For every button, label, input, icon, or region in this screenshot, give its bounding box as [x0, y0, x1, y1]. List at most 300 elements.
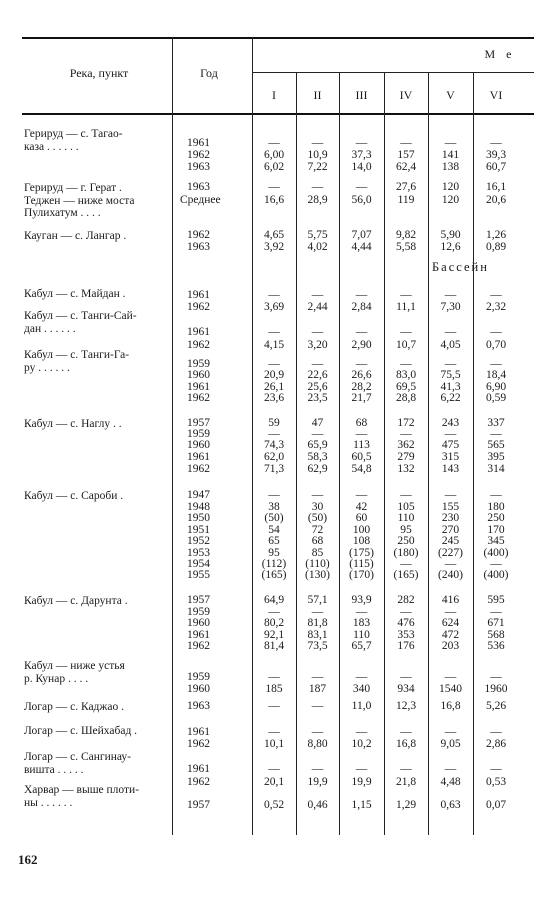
- value-cell-month-3: (170): [349, 569, 374, 581]
- value-cell-month-2: —: [311, 726, 324, 738]
- value-cell-month-2: 73,5: [307, 640, 328, 652]
- value-cell-month-6: 568: [487, 628, 505, 641]
- value-cell-month-1: —: [268, 726, 280, 738]
- value-cell-month-4: (165): [393, 569, 419, 581]
- year-cell: 1961: [187, 137, 210, 149]
- value-cell-month-5: 5,90: [440, 229, 461, 241]
- value-cell-month-2: 4,02: [307, 240, 328, 253]
- value-cell-month-2: 5,75: [307, 229, 328, 241]
- value-cell-month-2: 72: [311, 523, 324, 536]
- year-cell: 1962: [187, 392, 210, 404]
- value-cell-month-5: 270: [441, 523, 460, 536]
- value-cell-month-1: 4,65: [263, 229, 285, 241]
- value-cell-month-1: 4,15: [263, 338, 285, 351]
- value-cell-month-4: 21,8: [395, 775, 417, 788]
- value-cell-month-5: 624: [441, 617, 460, 629]
- value-cell-month-4: 172: [397, 417, 415, 429]
- value-cell-month-3: 42: [355, 500, 368, 513]
- river-point-label: Логар — с. Каджао .: [24, 701, 124, 713]
- year-cell: 1952: [187, 535, 210, 547]
- value-cell-month-4: 250: [397, 535, 415, 547]
- header-month-2: II: [313, 88, 322, 102]
- value-cell-month-4: 28,8: [395, 392, 417, 404]
- value-cell-month-2: 187: [308, 683, 327, 695]
- value-cell-month-6: 536: [487, 640, 505, 652]
- header-month-3: III: [355, 88, 368, 102]
- river-point-label: Кабул — с. Сароби .: [24, 490, 124, 502]
- value-cell-month-1: —: [268, 326, 280, 338]
- value-cell-month-3: 340: [352, 683, 371, 695]
- value-cell-month-1: 65: [268, 535, 280, 547]
- value-cell-month-5: 16,8: [440, 700, 461, 712]
- value-cell-month-4: 282: [397, 594, 415, 606]
- river-point-label: Кауган — с. Лангар .: [24, 230, 127, 242]
- value-cell-month-3: (175): [349, 546, 374, 559]
- value-cell-month-5: 138: [441, 160, 460, 173]
- year-cell: 1959: [187, 671, 210, 683]
- value-cell-month-3: 68: [355, 417, 368, 429]
- value-cell-month-2: 58,3: [307, 451, 328, 463]
- value-cell-month-5: 416: [441, 594, 460, 606]
- value-cell-month-2: —: [311, 671, 324, 683]
- river-point-label: Пулихатум . . . .: [24, 207, 101, 219]
- value-cell-month-6: 6,90: [485, 380, 507, 393]
- value-cell-month-1: 6,00: [263, 149, 285, 161]
- value-cell-month-4: 12,3: [395, 700, 417, 712]
- year-cell: 1961: [187, 726, 210, 738]
- value-cell-month-3: 2,90: [351, 338, 372, 351]
- value-cell-month-5: 12,6: [440, 240, 461, 253]
- header-river-point: Река, пункт: [69, 66, 129, 80]
- value-cell-month-5: 4,05: [440, 338, 461, 351]
- value-cell-month-1: 71,3: [263, 462, 285, 475]
- value-cell-month-6: 39,3: [485, 149, 507, 161]
- year-cell: 1963: [187, 240, 210, 253]
- value-cell-month-1: 92,1: [263, 628, 285, 641]
- value-cell-month-3: 10,2: [351, 737, 372, 750]
- value-cell-month-6: 337: [487, 417, 505, 429]
- year-cell: 1959: [187, 605, 210, 618]
- value-cell-month-3: (115): [349, 557, 374, 570]
- value-cell-month-3: —: [355, 428, 368, 440]
- value-cell-month-4: 279: [397, 451, 415, 463]
- value-cell-month-5: —: [444, 557, 457, 570]
- value-cell-month-4: —: [400, 557, 412, 570]
- value-cell-month-1: 95: [268, 546, 280, 559]
- value-cell-month-4: 10,7: [395, 338, 417, 351]
- value-cell-month-3: 28,2: [351, 380, 372, 393]
- value-cell-month-1: 74,3: [263, 439, 285, 451]
- value-cell-month-1: —: [268, 137, 280, 149]
- value-cell-month-5: 315: [441, 451, 460, 463]
- value-cell-month-3: 110: [353, 628, 370, 641]
- value-cell-month-4: —: [400, 605, 412, 618]
- value-cell-month-5: 475: [441, 439, 460, 451]
- header-month-6: VI: [489, 88, 503, 102]
- value-cell-month-4: —: [400, 326, 412, 338]
- value-cell-month-2: —: [311, 289, 324, 301]
- header-month-1: I: [272, 88, 276, 102]
- value-cell-month-3: 56,0: [351, 193, 372, 206]
- value-cell-month-6: —: [490, 428, 502, 440]
- year-cell: 1963: [187, 700, 210, 712]
- value-cell-month-1: 62,0: [263, 451, 285, 463]
- value-cell-month-4: 69,5: [395, 380, 417, 393]
- value-cell-month-6: 1,26: [485, 229, 507, 241]
- value-cell-month-6: —: [490, 358, 502, 370]
- value-cell-month-3: 37,3: [351, 149, 372, 161]
- header-year: Год: [200, 66, 218, 80]
- value-cell-month-3: 4,44: [351, 240, 372, 253]
- months-subheader-rule: [252, 72, 534, 73]
- year-cell: 1953: [187, 546, 210, 559]
- year-cell: 1959: [187, 428, 210, 440]
- value-cell-month-2: 68: [311, 535, 324, 547]
- value-cell-month-5: 0,63: [440, 799, 461, 811]
- value-cell-month-6: —: [490, 557, 502, 570]
- year-cell: 1957: [187, 799, 210, 811]
- value-cell-month-6: —: [490, 605, 502, 618]
- value-cell-month-1: 20,1: [263, 775, 285, 788]
- year-cell: 1960: [187, 369, 210, 381]
- value-cell-month-4: 476: [397, 617, 415, 629]
- value-cell-month-6: 5,26: [485, 700, 507, 712]
- river-point-label: Харвар — выше плоти-: [24, 784, 140, 796]
- value-cell-month-3: 60,5: [351, 451, 372, 463]
- value-cell-month-6: 0,70: [485, 338, 507, 351]
- value-cell-month-6: 0,07: [485, 799, 507, 811]
- value-cell-month-1: —: [268, 289, 280, 301]
- value-cell-month-6: —: [490, 763, 502, 775]
- value-cell-month-6: 0,59: [485, 392, 507, 404]
- value-cell-month-5: —: [444, 671, 457, 683]
- value-cell-month-1: 81,4: [263, 640, 285, 652]
- value-cell-month-1: 54: [268, 523, 280, 536]
- value-cell-month-2: 85: [311, 546, 324, 559]
- value-cell-month-3: 26,6: [351, 369, 372, 381]
- value-cell-month-5: 120: [441, 181, 460, 193]
- value-cell-month-5: 230: [441, 512, 460, 524]
- value-cell-month-5: (240): [438, 569, 463, 581]
- value-cell-month-3: —: [355, 326, 368, 338]
- value-cell-month-1: —: [268, 671, 280, 683]
- value-cell-month-1: 185: [265, 683, 283, 695]
- year-cell: 1962: [187, 229, 210, 241]
- value-cell-month-1: 10,1: [263, 737, 285, 750]
- value-cell-month-1: —: [268, 700, 280, 712]
- value-cell-month-3: —: [355, 763, 368, 775]
- value-cell-month-2: (130): [305, 569, 330, 581]
- page-number: 162: [18, 852, 38, 867]
- value-cell-month-5: 1540: [439, 683, 462, 695]
- value-cell-month-6: 1960: [484, 683, 508, 695]
- value-cell-month-2: —: [311, 763, 324, 775]
- river-point-label: Логар — с. Шейхабад .: [24, 725, 138, 737]
- value-cell-month-6: 345: [487, 535, 505, 547]
- year-cell: 1961: [187, 628, 210, 641]
- value-cell-month-1: (112): [261, 557, 287, 570]
- value-cell-month-4: 157: [397, 149, 415, 161]
- year-cell: 1961: [187, 380, 210, 393]
- value-cell-month-3: 113: [353, 439, 370, 451]
- value-cell-month-3: 60: [355, 512, 368, 524]
- value-cell-month-3: —: [355, 489, 368, 501]
- value-cell-month-1: —: [268, 428, 280, 440]
- year-cell: 1951: [187, 523, 210, 536]
- river-point-label: Герируд — г. Герат .: [24, 182, 122, 194]
- value-cell-month-5: (227): [438, 546, 463, 559]
- value-cell-month-4: —: [400, 289, 412, 301]
- value-cell-month-1: 23,6: [263, 392, 285, 404]
- value-cell-month-1: 0,52: [263, 799, 285, 811]
- year-cell: Среднее: [180, 193, 221, 206]
- value-cell-month-1: —: [268, 181, 280, 193]
- value-cell-month-3: —: [355, 181, 368, 193]
- river-point-label: Кабул — ниже устья: [24, 660, 125, 672]
- value-cell-month-5: 203: [441, 640, 460, 652]
- col-divider-m6: [473, 72, 474, 835]
- value-cell-month-4: 353: [397, 628, 415, 641]
- value-cell-month-1: 3,69: [263, 300, 285, 313]
- value-cell-month-3: —: [355, 726, 368, 738]
- value-cell-month-3: 7,07: [351, 229, 372, 241]
- value-cell-month-6: (400): [483, 569, 509, 581]
- value-cell-month-2: 83,1: [307, 628, 328, 641]
- value-cell-month-1: 20,9: [263, 369, 285, 381]
- value-cell-month-1: (50): [264, 512, 284, 524]
- value-cell-month-6: 2,32: [485, 300, 507, 313]
- river-point-label: Кабул — с. Танги-Га-: [24, 349, 130, 361]
- value-cell-month-4: 132: [397, 462, 415, 475]
- value-cell-month-5: —: [444, 726, 457, 738]
- value-cell-month-6: —: [490, 137, 502, 149]
- year-cell: 1961: [187, 763, 210, 775]
- value-cell-month-4: 83,0: [395, 369, 417, 381]
- year-cell: 1961: [187, 451, 210, 463]
- value-cell-month-3: 19,9: [351, 775, 372, 788]
- value-cell-month-5: 243: [441, 417, 460, 429]
- year-cell: 1962: [187, 300, 210, 313]
- value-cell-month-5: —: [444, 289, 457, 301]
- col-divider-year: [172, 37, 173, 835]
- value-cell-month-5: 245: [441, 535, 460, 547]
- value-cell-month-2: 7,22: [307, 160, 328, 173]
- value-cell-month-6: 671: [487, 617, 505, 629]
- year-cell: 1962: [187, 737, 210, 750]
- value-cell-month-3: 21,7: [351, 392, 372, 404]
- value-cell-month-6: 395: [487, 451, 505, 463]
- value-cell-month-3: 65,7: [351, 640, 372, 652]
- value-cell-month-4: 176: [397, 640, 415, 652]
- value-cell-month-1: —: [268, 489, 280, 501]
- value-cell-month-4: 62,4: [395, 160, 417, 173]
- year-cell: 1962: [187, 149, 210, 161]
- value-cell-month-1: —: [268, 358, 280, 370]
- value-cell-month-4: —: [400, 428, 412, 440]
- value-cell-month-4: 5,58: [395, 240, 417, 253]
- value-cell-month-1: 16,6: [263, 193, 285, 206]
- value-cell-month-4: (180): [393, 546, 419, 559]
- value-cell-month-6: 20,6: [485, 193, 507, 206]
- year-cell: 1947: [187, 489, 210, 501]
- value-cell-month-2: (110): [305, 557, 330, 570]
- value-cell-month-6: 565: [487, 439, 505, 451]
- year-cell: 1950: [187, 512, 210, 524]
- value-cell-month-2: 57,1: [307, 594, 328, 606]
- year-cell: 1963: [187, 160, 210, 173]
- value-cell-month-6: 180: [487, 500, 505, 513]
- value-cell-month-5: 75,5: [440, 369, 461, 381]
- value-cell-month-2: 65,9: [307, 439, 328, 451]
- value-cell-month-5: —: [444, 763, 457, 775]
- value-cell-month-2: 81,8: [307, 617, 328, 629]
- river-point-label: Теджен — ниже моста: [24, 194, 135, 207]
- value-cell-month-3: 11,0: [351, 700, 372, 712]
- value-cell-month-2: —: [311, 428, 324, 440]
- value-cell-month-4: —: [400, 358, 412, 370]
- river-point-label: каза . . . . . .: [24, 140, 79, 153]
- value-cell-month-6: —: [490, 326, 502, 338]
- value-cell-month-4: 1,29: [395, 799, 417, 811]
- value-cell-month-2: —: [311, 326, 324, 338]
- value-cell-month-3: —: [355, 289, 368, 301]
- value-cell-month-2: 0,46: [307, 799, 328, 811]
- value-cell-month-6: —: [490, 489, 502, 501]
- value-cell-month-4: 110: [397, 512, 415, 524]
- value-cell-month-3: 100: [352, 523, 371, 536]
- value-cell-month-1: 6,02: [263, 160, 285, 173]
- header-month-5: V: [446, 88, 455, 102]
- value-cell-month-2: —: [311, 137, 324, 149]
- value-cell-month-6: —: [490, 671, 502, 683]
- value-cell-month-5: 120: [441, 193, 460, 206]
- year-cell: 1962: [187, 462, 210, 475]
- value-cell-month-5: —: [444, 358, 457, 370]
- value-cell-month-1: 38: [268, 500, 280, 513]
- value-cell-month-6: —: [490, 289, 502, 301]
- value-cell-month-2: —: [311, 489, 324, 501]
- river-point-label: Кабул — с. Танги-Сай-: [24, 310, 137, 322]
- value-cell-month-1: 59: [268, 417, 280, 429]
- river-point-label: Кабул — с. Наглу . .: [24, 418, 122, 430]
- year-cell: 1948: [187, 500, 210, 513]
- value-cell-month-5: 143: [441, 462, 460, 475]
- year-cell: 1961: [187, 289, 210, 301]
- value-cell-month-6: 170: [487, 523, 505, 536]
- value-cell-month-2: 28,9: [307, 193, 328, 206]
- river-point-label: Кабул — с. Дарунта .: [24, 595, 128, 607]
- value-cell-month-2: —: [311, 605, 324, 618]
- river-point-label: Герируд — с. Тагао-: [24, 128, 123, 140]
- basin-heading: Бассейн: [432, 260, 489, 274]
- river-point-label: ру . . . . . .: [24, 361, 70, 374]
- value-cell-month-1: 64,9: [263, 594, 285, 606]
- value-cell-month-6: 0,89: [485, 240, 507, 253]
- year-cell: 1963: [187, 181, 210, 193]
- value-cell-month-6: —: [490, 726, 502, 738]
- value-cell-month-6: 16,1: [485, 181, 507, 193]
- value-cell-month-4: 362: [397, 439, 415, 451]
- header-months: М е: [484, 47, 516, 61]
- year-cell: 1955: [187, 569, 210, 581]
- value-cell-month-1: —: [268, 605, 280, 618]
- value-cell-month-3: 108: [352, 535, 371, 547]
- value-cell-month-5: 472: [441, 628, 460, 641]
- year-cell: 1960: [187, 617, 210, 629]
- value-cell-month-5: 9,05: [440, 737, 461, 750]
- year-cell: 1961: [187, 326, 210, 338]
- value-cell-month-5: 6,22: [440, 392, 461, 404]
- value-cell-month-4: 11,1: [396, 300, 416, 313]
- river-point-label: р. Кунар . . . .: [24, 672, 89, 685]
- river-point-label: дан . . . . . .: [24, 322, 76, 335]
- value-cell-month-3: —: [355, 605, 368, 618]
- value-cell-month-2: 25,6: [307, 380, 328, 393]
- value-cell-month-2: 62,9: [307, 462, 328, 475]
- value-cell-month-1: (165): [261, 569, 287, 581]
- value-cell-month-6: 60,7: [485, 160, 507, 173]
- river-point-label: ны . . . . . .: [24, 796, 73, 809]
- value-cell-month-5: 141: [441, 149, 460, 161]
- value-cell-month-2: 22,6: [307, 369, 328, 381]
- header-bottom-rule: [22, 113, 534, 115]
- value-cell-month-4: —: [400, 671, 412, 683]
- value-cell-month-4: 95: [400, 523, 412, 536]
- value-cell-month-4: —: [400, 726, 412, 738]
- value-cell-month-2: —: [311, 181, 324, 193]
- river-point-label: Кабул — с. Майдан .: [24, 288, 126, 300]
- value-cell-month-4: —: [400, 763, 412, 775]
- value-cell-month-5: —: [444, 489, 457, 501]
- value-cell-month-2: 8,80: [307, 737, 328, 750]
- river-point-label: Логар — с. Сангинау-: [24, 751, 131, 763]
- value-cell-month-4: 9,82: [395, 229, 417, 241]
- value-cell-month-4: 119: [397, 193, 415, 206]
- value-cell-month-1: 26,1: [263, 380, 285, 393]
- year-cell: 1954: [187, 557, 210, 570]
- value-cell-month-5: 41,3: [440, 380, 461, 393]
- value-cell-month-3: 54,8: [351, 462, 372, 475]
- value-cell-month-2: —: [311, 358, 324, 370]
- value-cell-month-5: —: [444, 137, 457, 149]
- value-cell-month-2: 23,5: [307, 392, 328, 404]
- value-cell-month-3: 14,0: [351, 160, 372, 173]
- value-cell-month-5: 4,48: [440, 775, 461, 788]
- value-cell-month-6: 595: [487, 594, 505, 606]
- year-cell: 1962: [187, 775, 210, 788]
- year-cell: 1957: [187, 417, 210, 429]
- value-cell-month-3: —: [355, 671, 368, 683]
- value-cell-month-3: 183: [352, 617, 371, 629]
- value-cell-month-2: (50): [307, 512, 328, 524]
- value-cell-month-2: 19,9: [307, 775, 328, 788]
- value-cell-month-3: —: [355, 358, 368, 370]
- value-cell-month-1: 3,92: [263, 240, 285, 253]
- value-cell-month-4: 934: [397, 683, 415, 695]
- year-cell: 1960: [187, 439, 210, 451]
- value-cell-month-4: —: [400, 489, 412, 501]
- table-top-rule: [22, 37, 534, 39]
- value-cell-month-6: 18,4: [485, 369, 507, 381]
- value-cell-month-5: —: [444, 428, 457, 440]
- value-cell-month-3: 93,9: [351, 594, 372, 606]
- value-cell-month-1: —: [268, 763, 280, 775]
- value-cell-month-6: 2,86: [485, 737, 507, 750]
- value-cell-month-5: 155: [441, 500, 460, 513]
- value-cell-month-4: 105: [397, 500, 415, 513]
- value-cell-month-4: 16,8: [395, 737, 417, 750]
- year-cell: 1957: [187, 594, 210, 606]
